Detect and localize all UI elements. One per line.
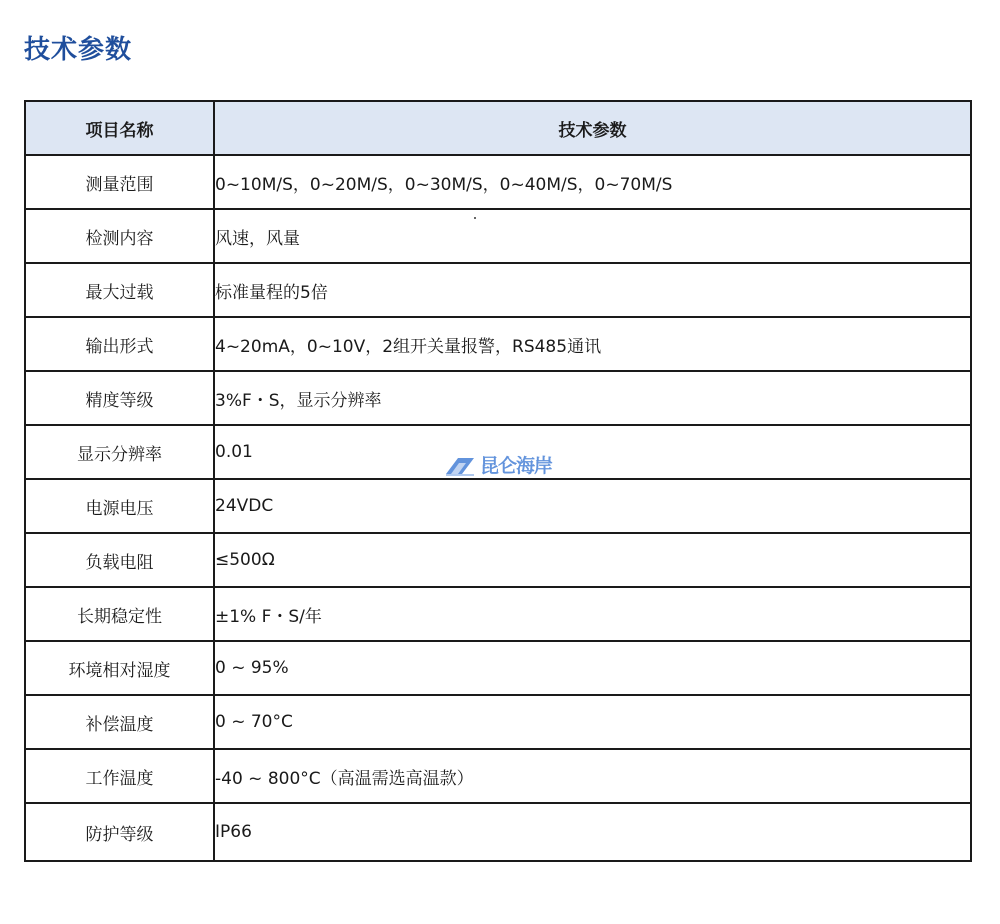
table-header-row	[25, 101, 971, 155]
table-row	[25, 263, 971, 317]
table-row	[25, 749, 971, 803]
table-row	[25, 587, 971, 641]
table-row	[25, 371, 971, 425]
header-tech-params: 技术参数	[214, 101, 971, 155]
row-name: 电源电压	[25, 479, 214, 533]
table-row	[25, 209, 971, 263]
table-row	[25, 317, 971, 371]
row-value: 0.01	[214, 425, 971, 479]
row-name: 补偿温度	[25, 695, 214, 749]
row-value: 风速，风量	[214, 209, 971, 263]
table-row	[25, 155, 971, 209]
row-name: 工作温度	[25, 749, 214, 803]
row-name: 检测内容	[25, 209, 214, 263]
table-row	[25, 479, 971, 533]
row-value: ±1% F・S/年	[214, 587, 971, 641]
row-value: 3%F・S，显示分辨率	[214, 371, 971, 425]
table-row	[25, 641, 971, 695]
row-name: 显示分辨率	[25, 425, 214, 479]
row-value: 0~10M/S，0~20M/S，0~30M/S，0~40M/S，0~70M/S	[214, 155, 971, 209]
kunlun-logo-icon	[444, 454, 478, 476]
row-name: 环境相对湿度	[25, 641, 214, 695]
row-name: 输出形式	[25, 317, 214, 371]
watermark-text: 昆仑海岸	[480, 455, 553, 477]
watermark-logo	[444, 451, 552, 478]
row-name: 长期稳定性	[25, 587, 214, 641]
row-value: 0 ~ 70°C	[214, 695, 971, 749]
row-value: 4~20mA，0~10V，2组开关量报警，RS485通讯	[214, 317, 971, 371]
page-title: 技术参数	[24, 35, 133, 65]
row-value: ≤500Ω	[214, 533, 971, 587]
row-value: 0 ~ 95%	[214, 641, 971, 695]
row-name: 负载电阻	[25, 533, 214, 587]
row-value: -40 ~ 800°C（高温需选高温款）	[214, 749, 971, 803]
header-item-name: 项目名称	[25, 101, 214, 155]
table-row	[25, 533, 971, 587]
row-value: IP66	[214, 803, 971, 861]
row-value: 标准量程的5倍	[214, 263, 971, 317]
row-name: 防护等级	[25, 803, 214, 861]
spec-table	[24, 100, 972, 862]
row-name: 测量范围	[25, 155, 214, 209]
row-name: 精度等级	[25, 371, 214, 425]
row-name: 最大过载	[25, 263, 214, 317]
row-value: 24VDC	[214, 479, 971, 533]
table-row	[25, 695, 971, 749]
table-row	[25, 803, 971, 861]
